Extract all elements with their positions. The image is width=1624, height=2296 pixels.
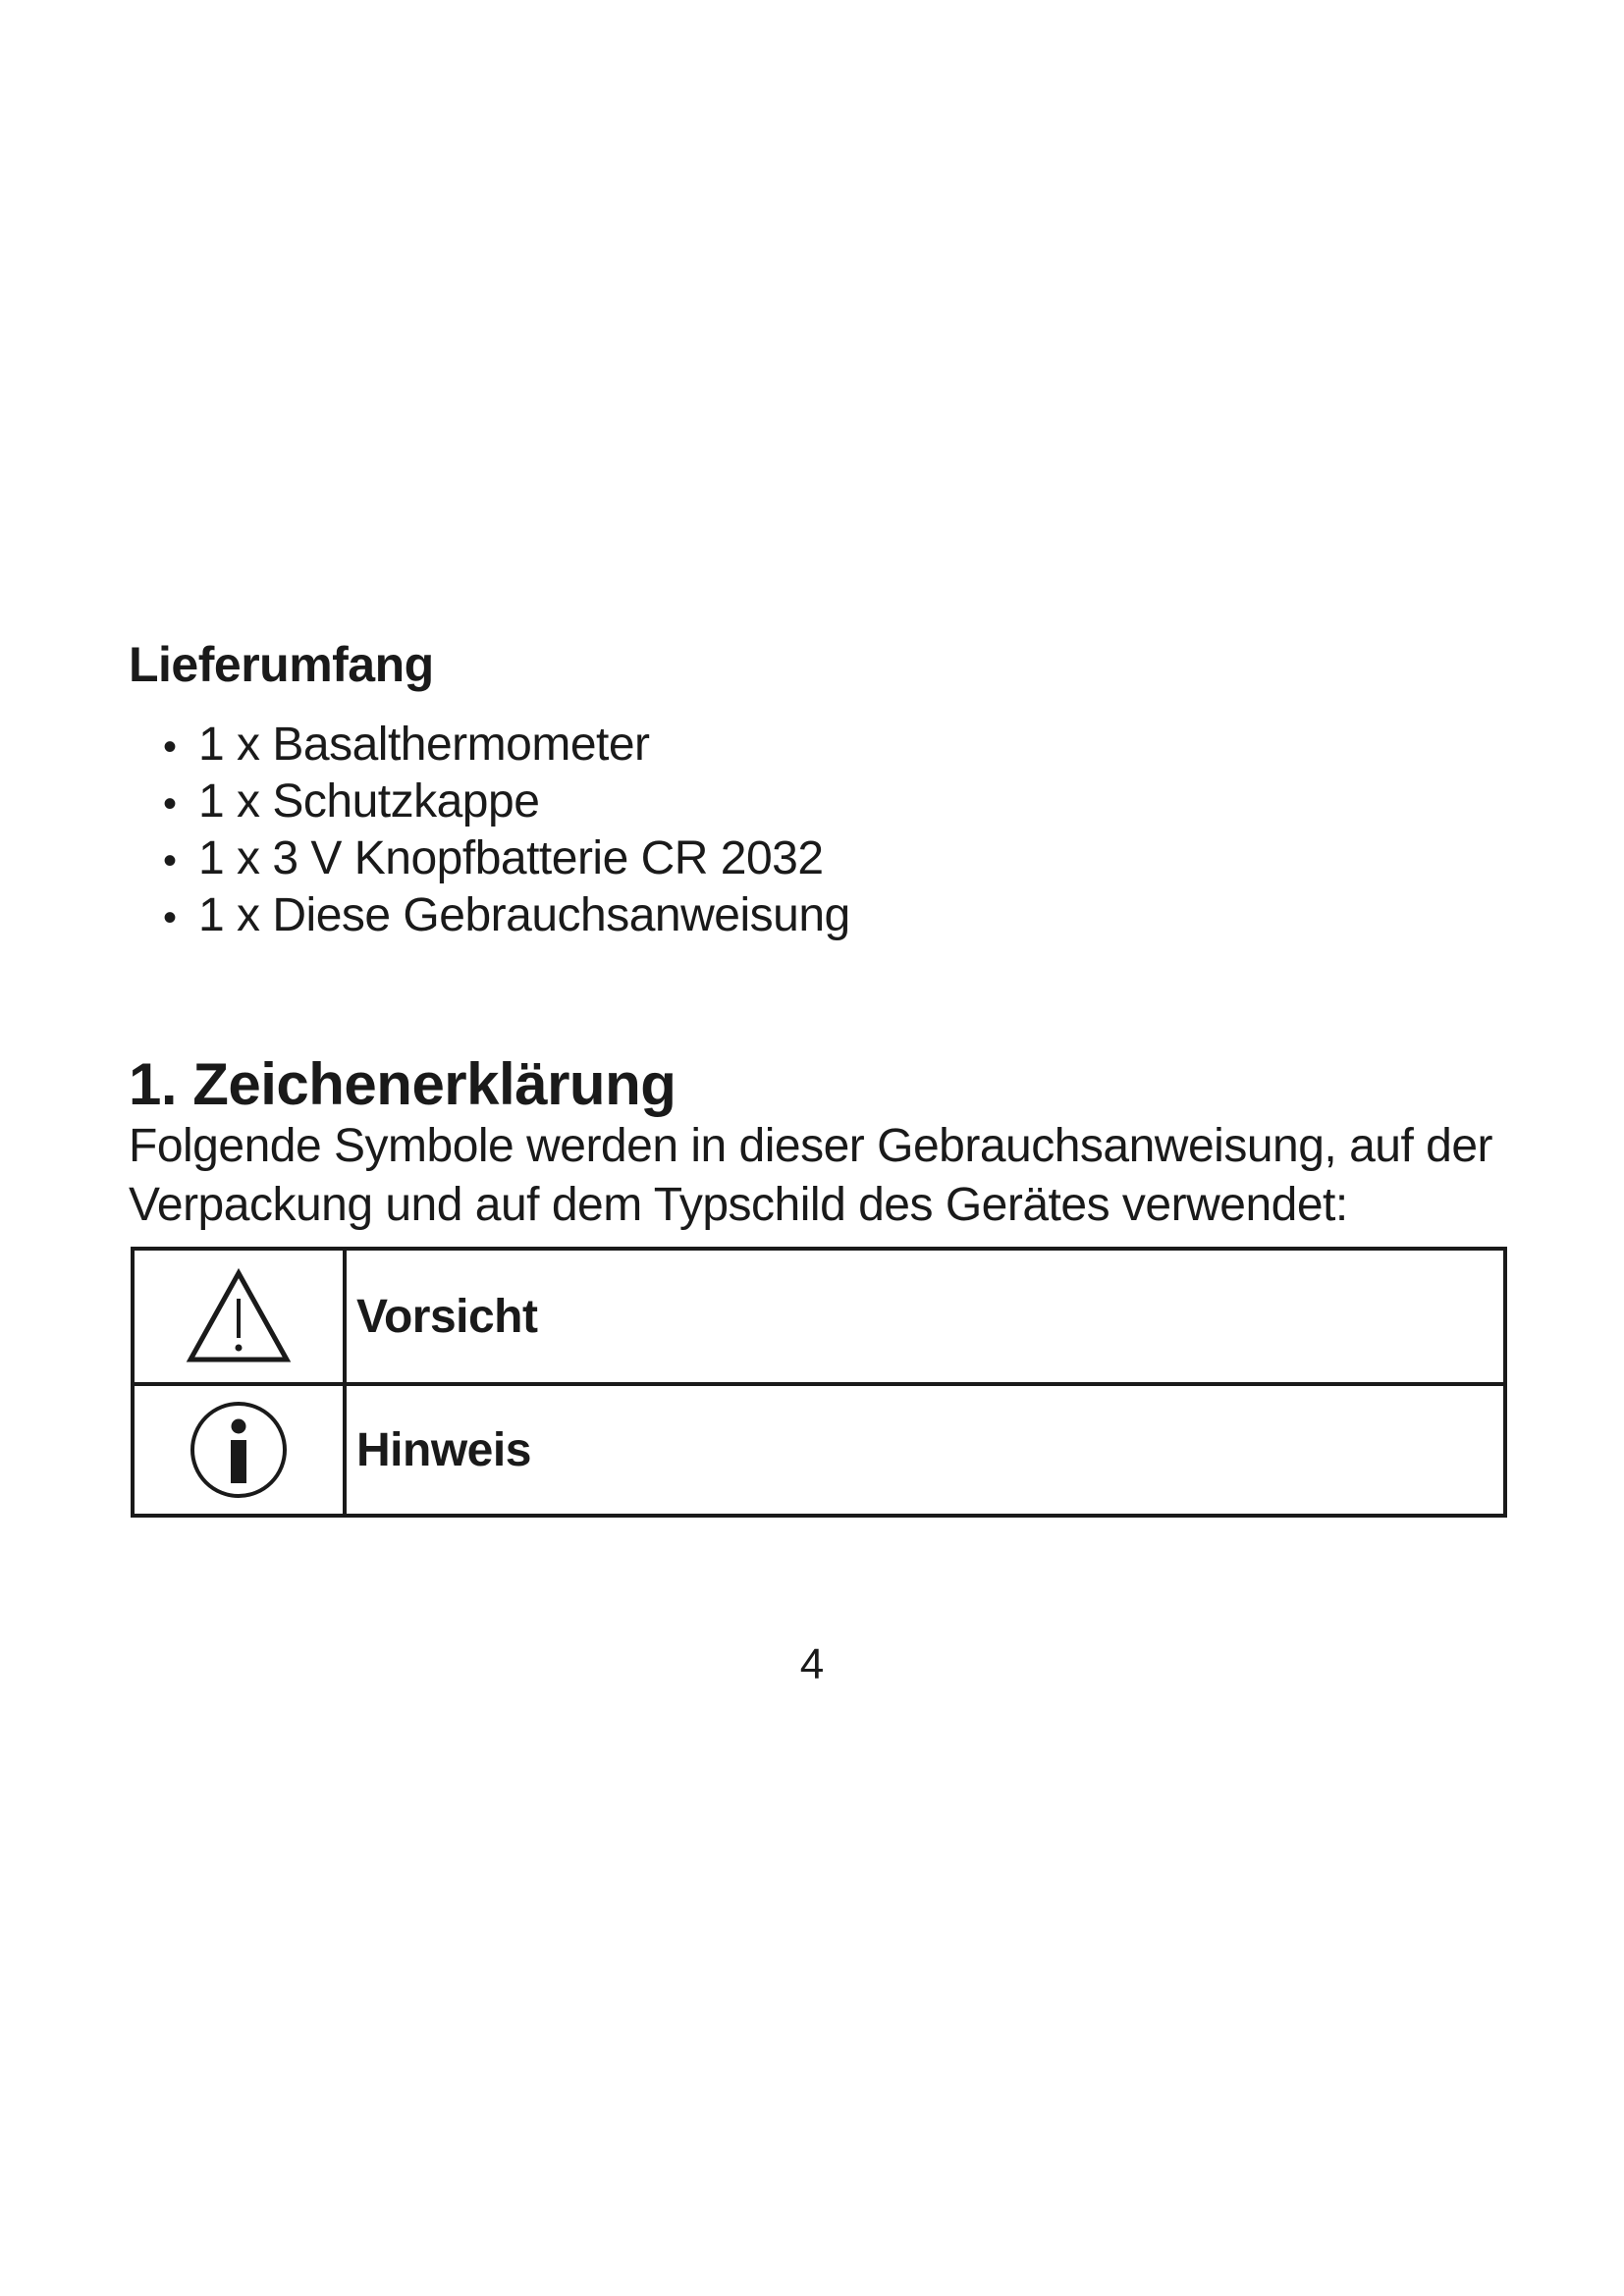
list-item [163, 717, 850, 774]
symbol-cell [133, 1249, 345, 1384]
list-item-text: 1 x 3 V Knopfbatterie CR 2032 [198, 832, 824, 884]
symbol-label: Vorsicht [345, 1249, 1505, 1384]
symbols-heading: 1. Zeichenerklärung [129, 1051, 677, 1117]
table-row [133, 1249, 1505, 1384]
symbol-cell [133, 1384, 345, 1516]
list-item-text: 1 x Diese Gebrauchsanweisung [198, 889, 850, 941]
symbols-intro: Folgende Symbole werden in dieser Gebrauchsanweisung, auf der Verpackung und auf dem Typschild des Gerätes verwendet: [129, 1120, 1493, 1231]
bullet-icon: • [163, 896, 177, 939]
list-item [163, 774, 850, 830]
bullet-icon: • [163, 839, 177, 882]
list-item [163, 830, 850, 887]
delivery-list [163, 717, 850, 944]
symbol-table [131, 1247, 1507, 1518]
table-row [133, 1384, 1505, 1516]
list-item-text: 1 x Schutzkappe [198, 775, 540, 828]
page-number: 4 [799, 1640, 825, 1688]
delivery-heading: Lieferumfang [129, 637, 434, 692]
warning-triangle-icon [185, 1267, 293, 1365]
bullet-icon: • [163, 725, 177, 769]
list-item-text: 1 x Basalthermometer [198, 719, 650, 771]
list-item [163, 887, 850, 944]
bullet-icon: • [163, 782, 177, 826]
info-circle-icon [188, 1399, 290, 1501]
symbol-label: Hinweis [345, 1384, 1505, 1516]
